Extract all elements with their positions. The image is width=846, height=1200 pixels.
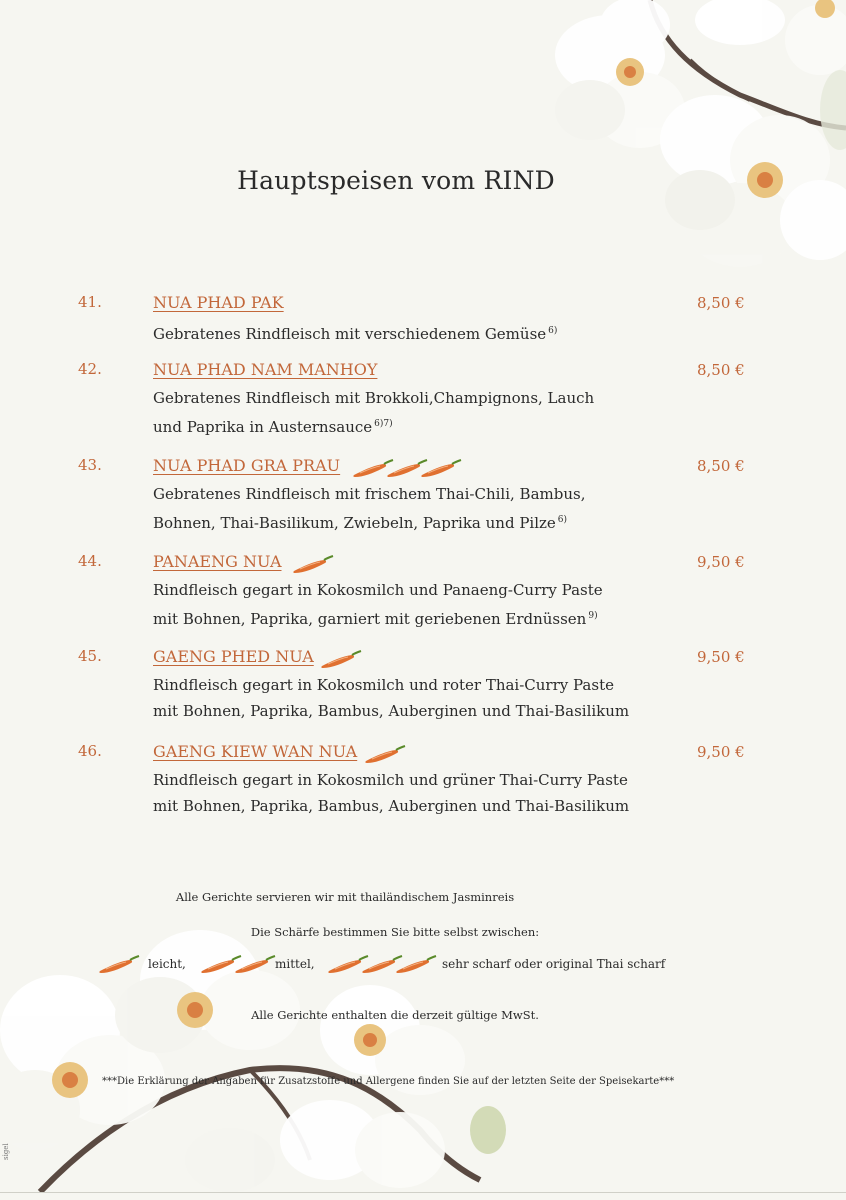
allergen-codes: 6)7) — [374, 419, 393, 429]
item-price: 9,50 € — [697, 648, 745, 666]
chili-icons — [98, 953, 142, 975]
item-description — [153, 318, 673, 347]
printer-tag: sigel — [2, 1143, 10, 1160]
allergen-codes: 6) — [548, 326, 558, 336]
item-price: 8,50 € — [697, 457, 745, 475]
chili-icon — [396, 956, 436, 973]
description-line: Gebratenes Rindfleisch mit Brokkoli,Champignons, Lauch — [153, 389, 595, 407]
chili-icons — [292, 553, 336, 575]
description-line: und Paprika in Austernsauce — [153, 418, 373, 436]
item-description — [153, 577, 673, 632]
allergen-codes: 9) — [588, 611, 598, 621]
item-price: 9,50 € — [697, 743, 745, 761]
orchid-decoration-bottom — [0, 900, 520, 1192]
item-name: GAENG PHED NUA — [153, 647, 314, 666]
rice-note: Alle Gerichte servieren wir mit thailändischem Jasminreis — [175, 890, 515, 904]
item-number: 41. — [78, 293, 102, 311]
chili-icon — [235, 956, 275, 973]
chili-icon — [365, 746, 405, 763]
description-line: Bohnen, Thai-Basilikum, Zwiebeln, Paprika und Pilze — [153, 514, 556, 532]
spice-level-hot: sehr scharf oder original Thai scharf — [442, 957, 666, 971]
chili-icon — [293, 556, 333, 573]
chili-icon — [353, 460, 393, 477]
allergen-note: ***Die Erklärung der Angaben für Zusatzstoffe und Allergene finden Sie auf der letzten Seite der Speisekarte*** — [102, 1076, 675, 1087]
chili-icon — [387, 460, 427, 477]
item-price: 8,50 € — [697, 294, 745, 312]
item-name: NUA PHAD PAK — [153, 293, 284, 312]
spice-intro: Die Schärfe bestimmen Sie bitte selbst zwischen: — [250, 925, 540, 939]
description-line: mit Bohnen, Paprika, garniert mit geriebenen Erdnüssen — [153, 610, 587, 628]
chili-icon — [328, 956, 368, 973]
description-line: Gebratenes Rindfleisch mit verschiedenem Gemüse — [153, 325, 547, 343]
chili-icons — [200, 953, 278, 975]
chili-icon — [201, 956, 241, 973]
chili-icons — [327, 953, 439, 975]
chili-icons — [320, 648, 364, 670]
item-name: NUA PHAD GRA PRAU — [153, 456, 341, 475]
chili-icon — [321, 651, 361, 668]
chili-icon — [362, 956, 402, 973]
chili-icons — [364, 743, 408, 765]
item-name: NUA PHAD NAM MANHOY — [153, 360, 378, 379]
item-description — [153, 672, 673, 724]
description-line: Rindfleisch gegart in Kokosmilch und roter Thai-Curry Paste — [153, 676, 614, 694]
page-title: Hauptspeisen vom RIND — [237, 166, 555, 195]
spice-level-medium: mittel, — [275, 957, 315, 971]
chili-icon — [99, 956, 139, 973]
item-number: 44. — [78, 552, 102, 570]
item-name: PANAENG NUA — [153, 552, 282, 571]
item-description — [153, 385, 673, 440]
description-line: Rindfleisch gegart in Kokosmilch und grüner Thai-Curry Paste — [153, 771, 628, 789]
vat-note: Alle Gerichte enthalten die derzeit gültige MwSt. — [251, 1008, 539, 1022]
description-line: Gebratenes Rindfleisch mit frischem Thai-Chili, Bambus, — [153, 485, 586, 503]
item-description — [153, 767, 673, 819]
item-number: 42. — [78, 360, 102, 378]
item-price: 9,50 € — [697, 553, 745, 571]
spice-legend — [0, 951, 846, 981]
chili-icon — [421, 460, 461, 477]
item-name: GAENG KIEW WAN NUA — [153, 742, 358, 761]
description-line: Rindfleisch gegart in Kokosmilch und Panaeng-Curry Paste — [153, 581, 603, 599]
item-number: 45. — [78, 647, 102, 665]
description-line: mit Bohnen, Paprika, Bambus, Auberginen und Thai-Basilikum — [153, 797, 630, 815]
orchid-decoration-top — [540, 0, 846, 290]
spice-level-mild: leicht, — [148, 957, 186, 971]
item-number: 43. — [78, 456, 102, 474]
item-number: 46. — [78, 742, 102, 760]
item-description — [153, 481, 673, 536]
chili-icons — [352, 457, 464, 479]
item-price: 8,50 € — [697, 361, 745, 379]
allergen-codes: 6) — [557, 515, 568, 525]
description-line: mit Bohnen, Paprika, Bambus, Auberginen und Thai-Basilikum — [153, 702, 630, 720]
